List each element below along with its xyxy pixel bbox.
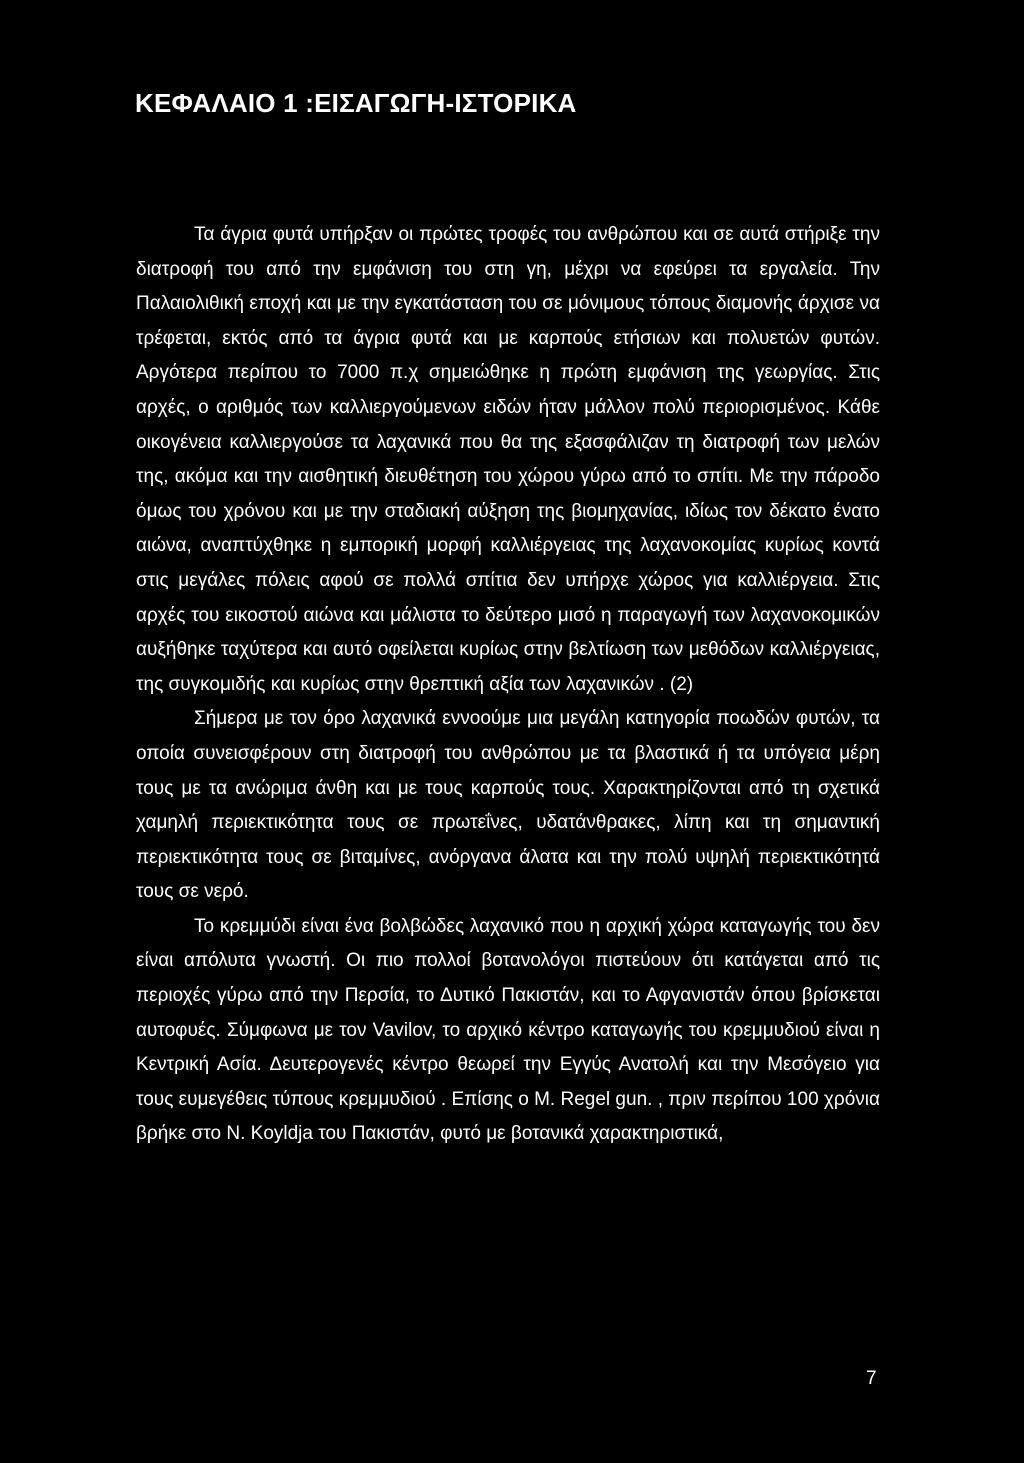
paragraph-onion-origin: Το κρεμμύδι είναι ένα βολβώδες λαχανικό που η αρχική χώρα καταγωγής του δεν είναι απόλυτα γνωστή. Οι πιο πολλοί βοτανολόγοι πιστεύουν ότι κατάγεται από τις περιοχές γύρω από την Περσία, το Δυτικό Πακιστάν, και το Αφγανιστάν όπου βρίσκεται αυτοφυές. Σύμφωνα με τον Vavilov, το αρχικό κέντρο καταγωγής του κρεμμυδιού είναι η Κεντρική Ασία. Δευτερογενές κέντρο θεωρεί την Εγγύς Ανατολή και την Μεσόγειο για τους ευμεγέθεις τύπους κρεμμυδιού . Επίσης ο Μ. Regel gun. , πριν περίπου 100 χρόνια βρήκε στο Ν. Koyldja του Πακιστάν, φυτό με βοτανικά χαρακτηριστικά, xyxy=(136,915,880,1145)
body-text xyxy=(136,218,880,1152)
paragraph-vegetables-definition: Σήμερα με τον όρο λαχανικά εννοούμε μια μεγάλη κατηγορία ποωδών φυτών, τα οποία συνεισφέρουν στη διατροφή του ανθρώπου με τα βλαστικά ή τα υπόγεια μέρη τους με τα ανώριμα άνθη και με τους καρπούς τους. Χαρακτηρίζονται από τη σχετικά χαμηλή περιεκτικότητα τους σε πρωτεΐνες, υδατάνθρακες, λίπη και τη σημαντική περιεκτικότητα τους σε βιταμίνες, ανόργανα άλατα και την πολύ υψηλή περιεκτικότητά τους σε νερό. xyxy=(136,708,880,903)
page-number: 7 xyxy=(866,1368,877,1389)
chapter-title: ΚΕΦΑΛΑΙΟ 1 :ΕΙΣΑΓΩΓΗ-ΙΣΤΟΡΙΚΑ xyxy=(135,88,577,118)
paragraph-history: Τα άγρια φυτά υπήρξαν οι πρώτες τροφές του ανθρώπου και σε αυτά στήριξε την διατροφή του από την εμφάνιση του στη γη, μέχρι να εφεύρει τα εργαλεία. Την Παλαιολιθική εποχή και με την εγκατάσταση του σε μόνιμους τόπους διαμονής άρχισε να τρέφεται, εκτός από τα άγρια φυτά και με καρπούς ετήσιων και πολυετών φυτών. Αργότερα περίπου το 7000 π.χ σημειώθηκε η πρώτη εμφάνιση της γεωργίας. Στις αρχές, ο αριθμός των καλλιεργούμενων ειδών ήταν μάλλον πολύ περιορισμένος. Κάθε οικογένεια καλλιεργούσε τα λαχανικά που θα της εξασφάλιζαν τη διατροφή των μελών της, ακόμα και την αισθητική διευθέτηση του χώρου γύρω από το σπίτι. Με την πάροδο όμως του χρόνου και με την σταδιακή αύξηση της βιομηχανίας, ιδίως τον δέκατο ένατο αιώνα, αναπτύχθηκε η εμπορική μορφή καλλιέργειας της λαχανοκομίας κυρίως κοντά στις μεγάλες πόλεις αφού σε πολλά σπίτια δεν υπήρχε χώρος για καλλιέργεια. Στις αρχές του εικοστού αιώνα και μάλιστα το δεύτερο μισό η παραγωγή των λαχανοκομικών αυξήθηκε ταχύτερα και αυτό οφείλεται κυρίως στην βελτίωση των μεθόδων καλλιέργειας, της συγκομιδής και κυρίως στην θρεπτική αξία των λαχανικών . (2) xyxy=(136,224,880,695)
